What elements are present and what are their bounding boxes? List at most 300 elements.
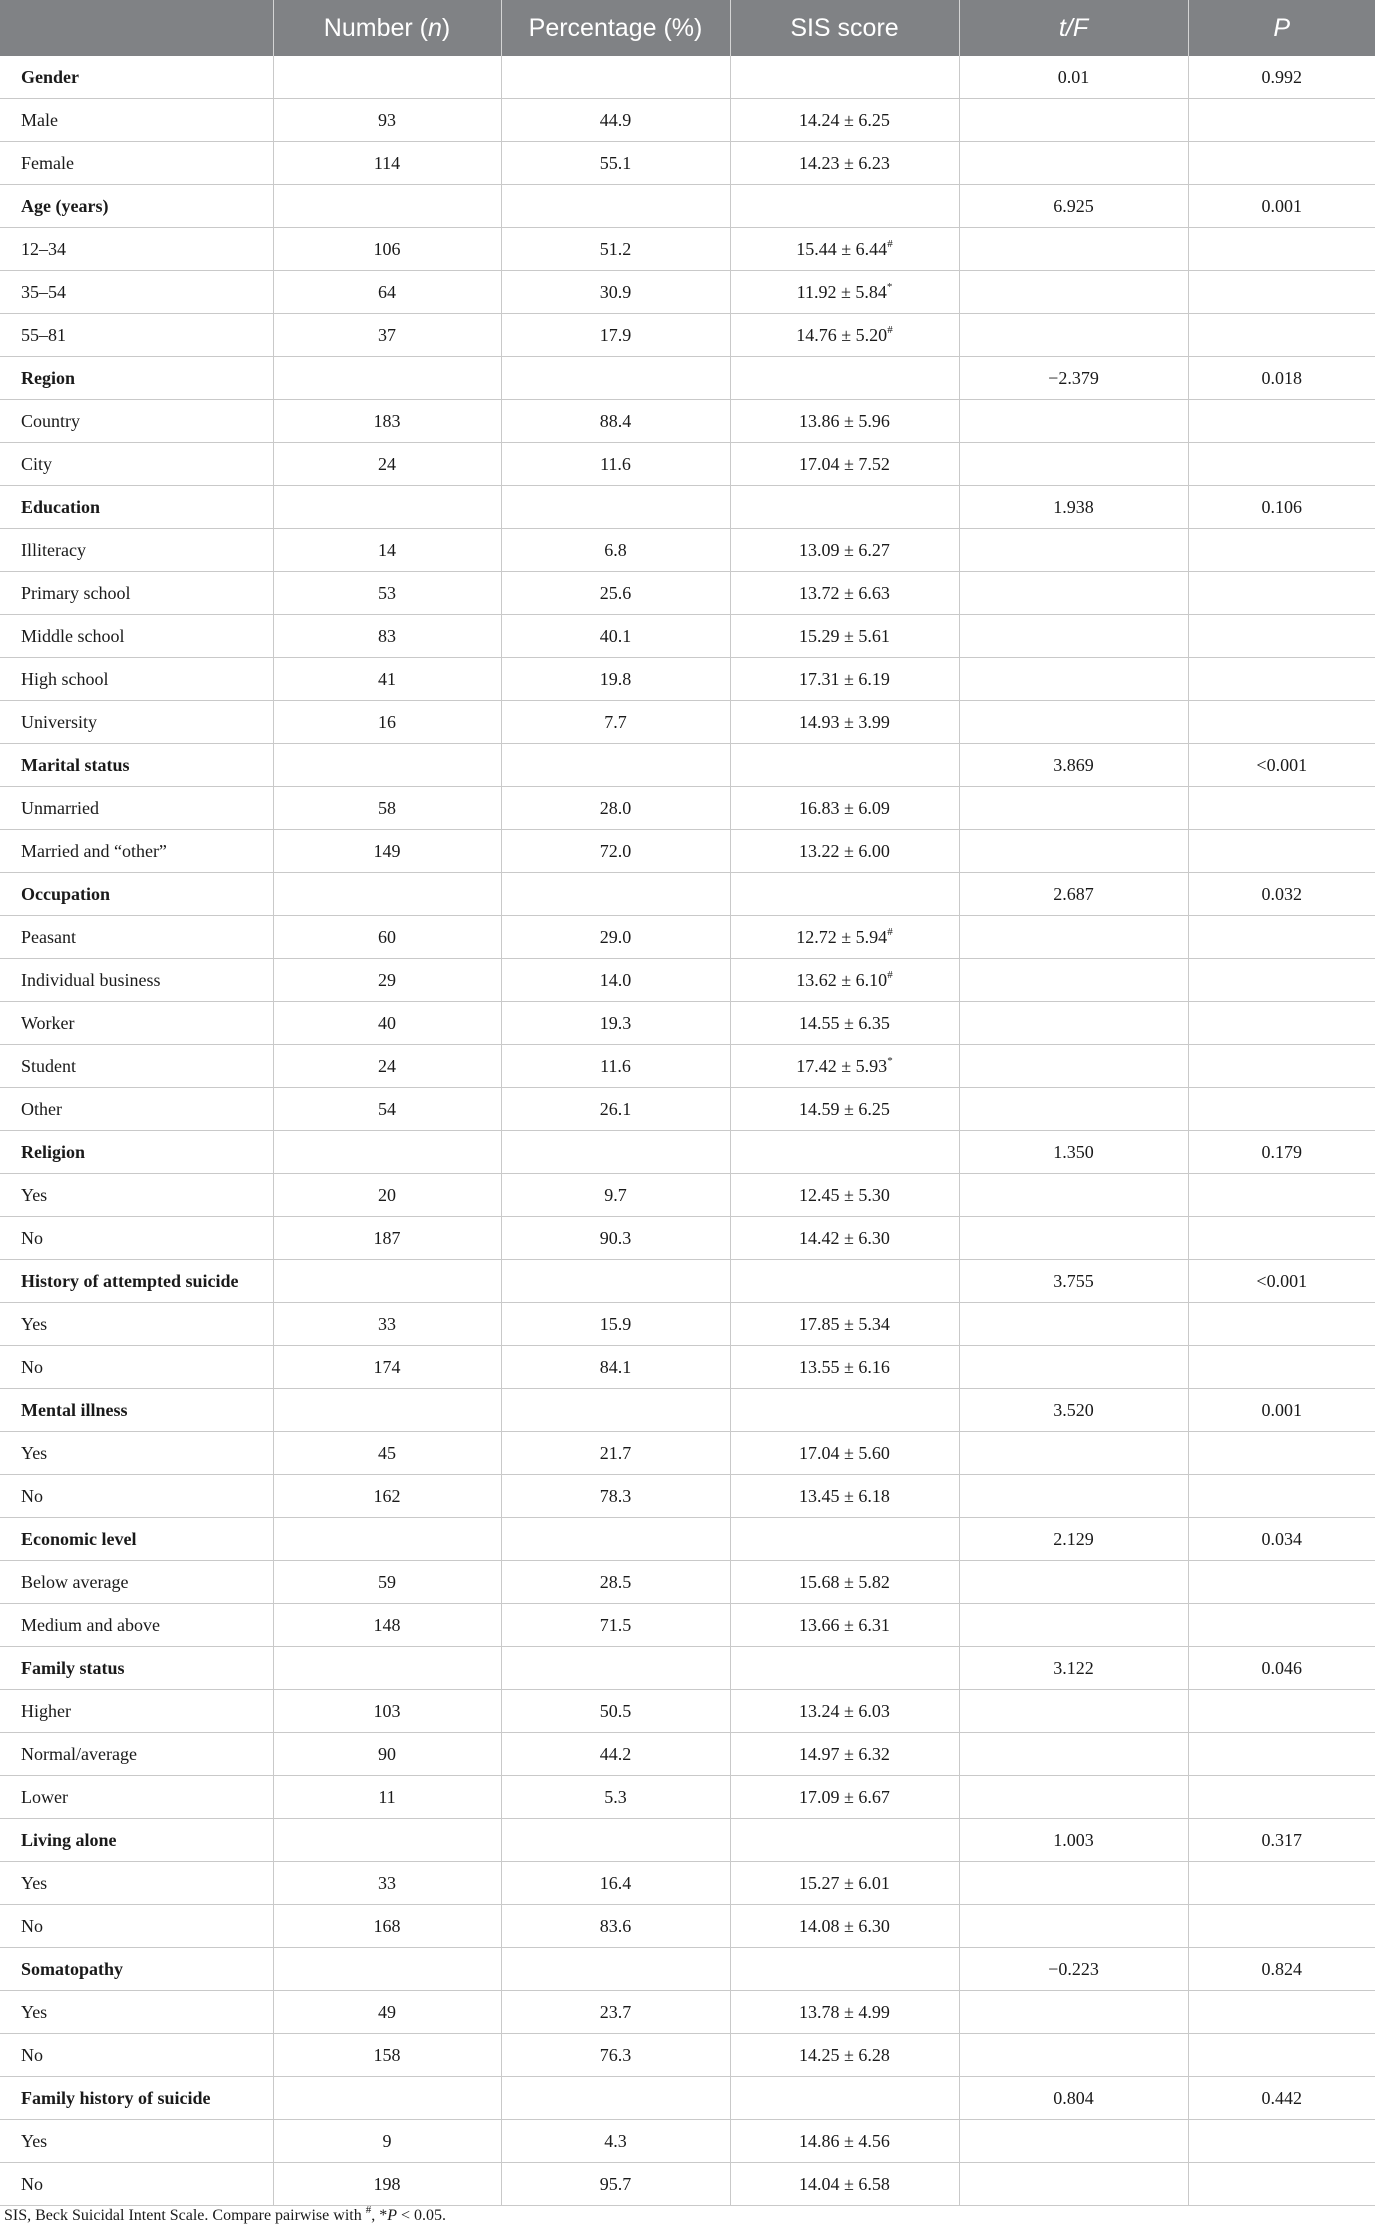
table-row <box>0 1045 1375 1088</box>
row-label <box>0 314 273 357</box>
group-row <box>0 56 1375 99</box>
row-sis-score-text: 15.44 ± 6.44 <box>796 238 888 259</box>
row-sis-score-text: 14.25 ± 6.28 <box>799 2044 890 2065</box>
row-label <box>0 1905 273 1948</box>
table-row <box>0 1432 1375 1475</box>
row-number-text: 148 <box>373 1614 401 1635</box>
row-percentage-text: 30.9 <box>599 281 632 302</box>
row-t-f-value <box>959 1690 1188 1733</box>
group-label <box>0 185 273 228</box>
header-blank <box>0 0 273 56</box>
row-label-text: No <box>21 1356 43 1377</box>
table-row <box>0 2120 1375 2163</box>
group-row <box>0 1518 1375 1561</box>
row-t-f-value <box>959 701 1188 744</box>
row-sis-score-text: 11.92 ± 5.84 <box>796 281 887 302</box>
row-number-text: 103 <box>373 1700 401 1721</box>
row-t-f-value <box>959 1088 1188 1131</box>
group-label <box>0 744 273 787</box>
row-label <box>0 1217 273 1260</box>
row-percentage <box>501 1432 730 1475</box>
row-t-f-value <box>959 2163 1188 2206</box>
group-t-f-value <box>959 1260 1188 1303</box>
row-p-value <box>1188 1733 1375 1776</box>
table-row <box>0 1690 1375 1733</box>
row-sis-score <box>730 658 959 701</box>
row-sis-score <box>730 1733 959 1776</box>
hash-mark: # <box>887 925 893 938</box>
row-label <box>0 787 273 830</box>
group-p-value-text: 0.442 <box>1261 2087 1302 2108</box>
group-label-text: Family history of suicide <box>21 2087 211 2108</box>
table-row <box>0 701 1375 744</box>
row-percentage-text: 11.6 <box>600 453 631 474</box>
row-percentage <box>501 1604 730 1647</box>
row-t-f-value <box>959 1561 1188 1604</box>
header-number-close: ) <box>441 13 451 42</box>
group-t-f-value-text: 0.804 <box>1053 2087 1094 2108</box>
row-label-text: Middle school <box>21 625 125 646</box>
row-number <box>273 99 501 142</box>
row-number-text: 11 <box>378 1786 396 1807</box>
row-percentage <box>501 529 730 572</box>
row-t-f-value <box>959 658 1188 701</box>
row-p-value <box>1188 2163 1375 2206</box>
row-p-value <box>1188 1303 1375 1346</box>
group-row <box>0 486 1375 529</box>
row-sis-score-text: 17.04 ± 7.52 <box>799 453 890 474</box>
row-t-f-value <box>959 99 1188 142</box>
group-percentage <box>501 357 730 400</box>
group-p-value-text: 0.824 <box>1261 1958 1302 1979</box>
row-number-text: 41 <box>378 668 396 689</box>
group-row <box>0 1260 1375 1303</box>
group-label-text: Family status <box>21 1657 125 1678</box>
table-row <box>0 787 1375 830</box>
row-number-text: 60 <box>378 926 396 947</box>
row-number <box>273 658 501 701</box>
group-row <box>0 1819 1375 1862</box>
row-number-text: 158 <box>373 2044 401 2065</box>
header-number <box>273 0 501 56</box>
group-p-value-text: 0.018 <box>1261 367 1302 388</box>
row-sis-score <box>730 99 959 142</box>
row-number-text: 83 <box>378 625 396 646</box>
row-t-f-value <box>959 1991 1188 2034</box>
row-label <box>0 400 273 443</box>
row-label-text: University <box>21 711 97 732</box>
row-number <box>273 1002 501 1045</box>
row-label <box>0 443 273 486</box>
table-row <box>0 572 1375 615</box>
group-percentage <box>501 185 730 228</box>
header-t: t <box>1058 13 1066 42</box>
row-t-f-value <box>959 1002 1188 1045</box>
table-row <box>0 1733 1375 1776</box>
row-number <box>273 443 501 486</box>
row-number-text: 198 <box>373 2173 401 2194</box>
header-row <box>0 0 1375 56</box>
group-p-value <box>1188 1819 1375 1862</box>
table-row <box>0 1991 1375 2034</box>
row-percentage <box>501 1217 730 1260</box>
table-row <box>0 1174 1375 1217</box>
row-percentage-text: 26.1 <box>599 1098 632 1119</box>
row-p-value <box>1188 1905 1375 1948</box>
row-sis-score-text: 13.55 ± 6.16 <box>799 1356 890 1377</box>
row-percentage-text: 55.1 <box>599 152 632 173</box>
table-row <box>0 400 1375 443</box>
group-sis <box>730 873 959 916</box>
row-percentage-text: 40.1 <box>599 625 632 646</box>
row-sis-score <box>730 443 959 486</box>
group-t-f-value-text: 3.122 <box>1053 1657 1094 1678</box>
group-label-text: Religion <box>21 1141 86 1162</box>
row-number-text: 174 <box>373 1356 401 1377</box>
row-t-f-value <box>959 142 1188 185</box>
row-t-f-value <box>959 1776 1188 1819</box>
row-number <box>273 1303 501 1346</box>
row-t-f-value <box>959 830 1188 873</box>
row-number-text: 33 <box>378 1313 396 1334</box>
header-p: P <box>1188 0 1375 56</box>
group-label <box>0 1131 273 1174</box>
row-t-f-value <box>959 1432 1188 1475</box>
row-t-f-value <box>959 443 1188 486</box>
row-label <box>0 1733 273 1776</box>
row-p-value <box>1188 959 1375 1002</box>
row-percentage-text: 16.4 <box>599 1872 632 1893</box>
group-number <box>273 185 501 228</box>
group-sis <box>730 1260 959 1303</box>
group-label-text: Economic level <box>21 1528 137 1549</box>
row-sis-score-text: 14.86 ± 4.56 <box>799 2130 890 2151</box>
header-sis-score: SIS score <box>730 0 959 56</box>
row-sis-score <box>730 1174 959 1217</box>
group-percentage <box>501 1131 730 1174</box>
group-label-text: Somatopathy <box>21 1958 124 1979</box>
group-label <box>0 357 273 400</box>
group-t-f-value-text: 1.350 <box>1053 1141 1094 1162</box>
row-percentage <box>501 400 730 443</box>
row-p-value <box>1188 1045 1375 1088</box>
row-percentage <box>501 314 730 357</box>
row-label-text: Male <box>21 109 58 130</box>
row-label-text: Yes <box>21 1872 48 1893</box>
group-p-value-text: 0.046 <box>1261 1657 1302 1678</box>
row-percentage <box>501 99 730 142</box>
group-percentage <box>501 1819 730 1862</box>
row-label <box>0 1088 273 1131</box>
group-p-value-text: <0.001 <box>1256 1270 1308 1291</box>
group-p-value <box>1188 1647 1375 1690</box>
row-label-text: 55–81 <box>21 324 66 345</box>
group-label-text: Mental illness <box>21 1399 128 1420</box>
row-number-text: 29 <box>378 969 396 990</box>
row-percentage <box>501 1088 730 1131</box>
group-row <box>0 1389 1375 1432</box>
row-number <box>273 1432 501 1475</box>
group-row <box>0 744 1375 787</box>
group-number <box>273 1518 501 1561</box>
table-row <box>0 314 1375 357</box>
group-p-value-text: 0.032 <box>1261 883 1302 904</box>
group-percentage <box>501 2077 730 2120</box>
row-percentage-text: 72.0 <box>599 840 632 861</box>
row-number-text: 93 <box>378 109 396 130</box>
group-label-text: Education <box>21 496 101 517</box>
group-t-f-value-text: 6.925 <box>1053 195 1094 216</box>
group-p-value-text: 0.106 <box>1261 496 1302 517</box>
table-row <box>0 529 1375 572</box>
row-sis-score <box>730 916 959 959</box>
footnote-separator: , * <box>371 2207 388 2224</box>
row-number <box>273 529 501 572</box>
row-number-text: 64 <box>378 281 396 302</box>
row-p-value <box>1188 787 1375 830</box>
row-sis-score-text: 17.42 ± 5.93 <box>796 1055 888 1076</box>
row-sis-score <box>730 142 959 185</box>
group-label-text: Gender <box>21 66 79 87</box>
row-sis-score-text: 13.66 ± 6.31 <box>799 1614 890 1635</box>
row-label <box>0 228 273 271</box>
row-p-value <box>1188 1346 1375 1389</box>
row-label <box>0 2120 273 2163</box>
group-sis <box>730 1131 959 1174</box>
group-t-f-value-text: 3.520 <box>1053 1399 1094 1420</box>
row-number <box>273 572 501 615</box>
row-number-text: 9 <box>382 2130 392 2151</box>
row-number-text: 162 <box>373 1485 401 1506</box>
group-p-value <box>1188 1260 1375 1303</box>
row-percentage-text: 9.7 <box>604 1184 627 1205</box>
row-label <box>0 615 273 658</box>
table-row <box>0 271 1375 314</box>
row-t-f-value <box>959 1862 1188 1905</box>
row-t-f-value <box>959 1475 1188 1518</box>
row-label-text: 12–34 <box>21 238 66 259</box>
row-sis-score-text: 13.24 ± 6.03 <box>799 1700 890 1721</box>
header-t-f <box>959 0 1188 56</box>
row-percentage <box>501 615 730 658</box>
row-sis-score-text: 14.04 ± 6.58 <box>799 2173 890 2194</box>
group-p-value <box>1188 357 1375 400</box>
row-percentage-text: 28.0 <box>599 797 632 818</box>
row-t-f-value <box>959 314 1188 357</box>
row-number <box>273 1045 501 1088</box>
row-number <box>273 916 501 959</box>
row-sis-score <box>730 1088 959 1131</box>
row-percentage <box>501 2120 730 2163</box>
group-label <box>0 1389 273 1432</box>
group-t-f-value-text: 2.129 <box>1053 1528 1094 1549</box>
row-t-f-value <box>959 271 1188 314</box>
row-number <box>273 1690 501 1733</box>
row-label-text: Peasant <box>21 926 76 947</box>
group-p-value <box>1188 1948 1375 1991</box>
row-t-f-value <box>959 1217 1188 1260</box>
row-sis-score <box>730 529 959 572</box>
group-t-f-value-text: 2.687 <box>1053 883 1094 904</box>
row-t-f-value <box>959 1303 1188 1346</box>
row-p-value <box>1188 2034 1375 2077</box>
group-sis <box>730 1518 959 1561</box>
group-number <box>273 1389 501 1432</box>
asterisk-mark: * <box>887 1054 893 1067</box>
row-p-value <box>1188 1217 1375 1260</box>
row-label-text: Lower <box>21 1786 68 1807</box>
row-sis-score-text: 14.55 ± 6.35 <box>799 1012 890 1033</box>
row-sis-score <box>730 1991 959 2034</box>
row-label <box>0 1475 273 1518</box>
group-t-f-value-text: 0.01 <box>1057 66 1090 87</box>
row-number <box>273 615 501 658</box>
group-p-value-text: <0.001 <box>1256 754 1308 775</box>
row-t-f-value <box>959 916 1188 959</box>
row-label <box>0 1346 273 1389</box>
row-number-text: 149 <box>373 840 401 861</box>
group-p-value <box>1188 56 1375 99</box>
table-row <box>0 615 1375 658</box>
row-sis-score-text: 17.04 ± 5.60 <box>799 1442 890 1463</box>
group-label <box>0 1948 273 1991</box>
group-p-value-text: 0.179 <box>1261 1141 1302 1162</box>
row-label <box>0 830 273 873</box>
row-number-text: 183 <box>373 410 401 431</box>
row-p-value <box>1188 1475 1375 1518</box>
row-number <box>273 1991 501 2034</box>
row-sis-score-text: 14.93 ± 3.99 <box>799 711 890 732</box>
row-label <box>0 1690 273 1733</box>
row-number-text: 114 <box>373 152 401 173</box>
row-label-text: No <box>21 2044 43 2065</box>
row-sis-score <box>730 1002 959 1045</box>
footnote-p-variable: P <box>387 2207 397 2224</box>
group-t-f-value <box>959 2077 1188 2120</box>
group-t-f-value <box>959 744 1188 787</box>
row-number-text: 14 <box>378 539 396 560</box>
row-sis-score-text: 14.24 ± 6.25 <box>799 109 890 130</box>
row-sis-score <box>730 2163 959 2206</box>
row-label-text: Individual business <box>21 969 161 990</box>
row-label-text: Illiteracy <box>21 539 86 560</box>
group-t-f-value <box>959 1647 1188 1690</box>
group-row <box>0 357 1375 400</box>
group-sis <box>730 486 959 529</box>
row-label-text: High school <box>21 668 109 689</box>
row-sis-score <box>730 572 959 615</box>
footnote-text: SIS, Beck Suicidal Intent Scale. Compare pairwise with <box>4 2207 366 2224</box>
row-percentage <box>501 142 730 185</box>
row-sis-score-text: 17.09 ± 6.67 <box>799 1786 890 1807</box>
group-number <box>273 2077 501 2120</box>
row-percentage <box>501 916 730 959</box>
row-number <box>273 1733 501 1776</box>
row-percentage <box>501 658 730 701</box>
row-label <box>0 271 273 314</box>
hash-mark: # <box>887 968 893 981</box>
row-percentage-text: 4.3 <box>604 2130 627 2151</box>
group-p-value-text: 0.001 <box>1261 1399 1302 1420</box>
row-number <box>273 228 501 271</box>
row-percentage-text: 95.7 <box>599 2173 632 2194</box>
row-sis-score <box>730 1776 959 1819</box>
row-p-value <box>1188 529 1375 572</box>
row-label <box>0 99 273 142</box>
group-p-value-text: 0.034 <box>1261 1528 1302 1549</box>
table-row <box>0 1002 1375 1045</box>
row-number <box>273 2034 501 2077</box>
row-sis-score-text: 15.29 ± 5.61 <box>799 625 890 646</box>
row-number <box>273 1174 501 1217</box>
row-sis-score <box>730 2120 959 2163</box>
row-percentage-text: 15.9 <box>599 1313 632 1334</box>
row-sis-score-text: 12.45 ± 5.30 <box>799 1184 890 1205</box>
table-row <box>0 1561 1375 1604</box>
row-number <box>273 2120 501 2163</box>
table-row <box>0 1303 1375 1346</box>
row-sis-score-text: 15.68 ± 5.82 <box>799 1571 890 1592</box>
row-percentage-text: 50.5 <box>599 1700 632 1721</box>
row-p-value <box>1188 1561 1375 1604</box>
row-percentage-text: 23.7 <box>599 2001 632 2022</box>
row-t-f-value <box>959 1045 1188 1088</box>
row-t-f-value <box>959 1604 1188 1647</box>
footnote-hash-mark: # <box>365 2203 372 2216</box>
row-number-text: 49 <box>378 2001 396 2022</box>
row-sis-score-text: 14.08 ± 6.30 <box>799 1915 890 1936</box>
row-label-text: Yes <box>21 2001 48 2022</box>
group-percentage <box>501 56 730 99</box>
row-label <box>0 572 273 615</box>
row-sis-score <box>730 615 959 658</box>
row-number-text: 24 <box>378 453 396 474</box>
row-number <box>273 1475 501 1518</box>
row-t-f-value <box>959 959 1188 1002</box>
row-percentage <box>501 1303 730 1346</box>
group-t-f-value-text: 3.869 <box>1053 754 1094 775</box>
group-p-value <box>1188 873 1375 916</box>
header-slash: / <box>1065 13 1073 42</box>
group-number <box>273 357 501 400</box>
row-sis-score-text: 16.83 ± 6.09 <box>799 797 890 818</box>
group-number <box>273 744 501 787</box>
row-sis-score-text: 14.59 ± 6.25 <box>799 1098 890 1119</box>
row-label-text: Unmarried <box>21 797 99 818</box>
row-percentage-text: 71.5 <box>599 1614 632 1635</box>
group-t-f-value-text: −2.379 <box>1048 367 1099 388</box>
row-sis-score <box>730 1303 959 1346</box>
row-number-text: 187 <box>373 1227 401 1248</box>
row-sis-score <box>730 1561 959 1604</box>
row-label-text: Yes <box>21 1442 48 1463</box>
row-label <box>0 142 273 185</box>
header-number-text: Number ( <box>323 13 428 42</box>
row-label-text: No <box>21 1485 43 1506</box>
row-p-value <box>1188 615 1375 658</box>
row-percentage-text: 11.6 <box>600 1055 631 1076</box>
group-percentage <box>501 1518 730 1561</box>
row-number <box>273 1604 501 1647</box>
row-sis-score-text: 13.78 ± 4.99 <box>799 2001 890 2022</box>
row-p-value <box>1188 1991 1375 2034</box>
row-p-value <box>1188 572 1375 615</box>
group-percentage <box>501 873 730 916</box>
row-number <box>273 1561 501 1604</box>
row-sis-score-text: 14.76 ± 5.20 <box>796 324 888 345</box>
group-label <box>0 1819 273 1862</box>
group-sis <box>730 185 959 228</box>
